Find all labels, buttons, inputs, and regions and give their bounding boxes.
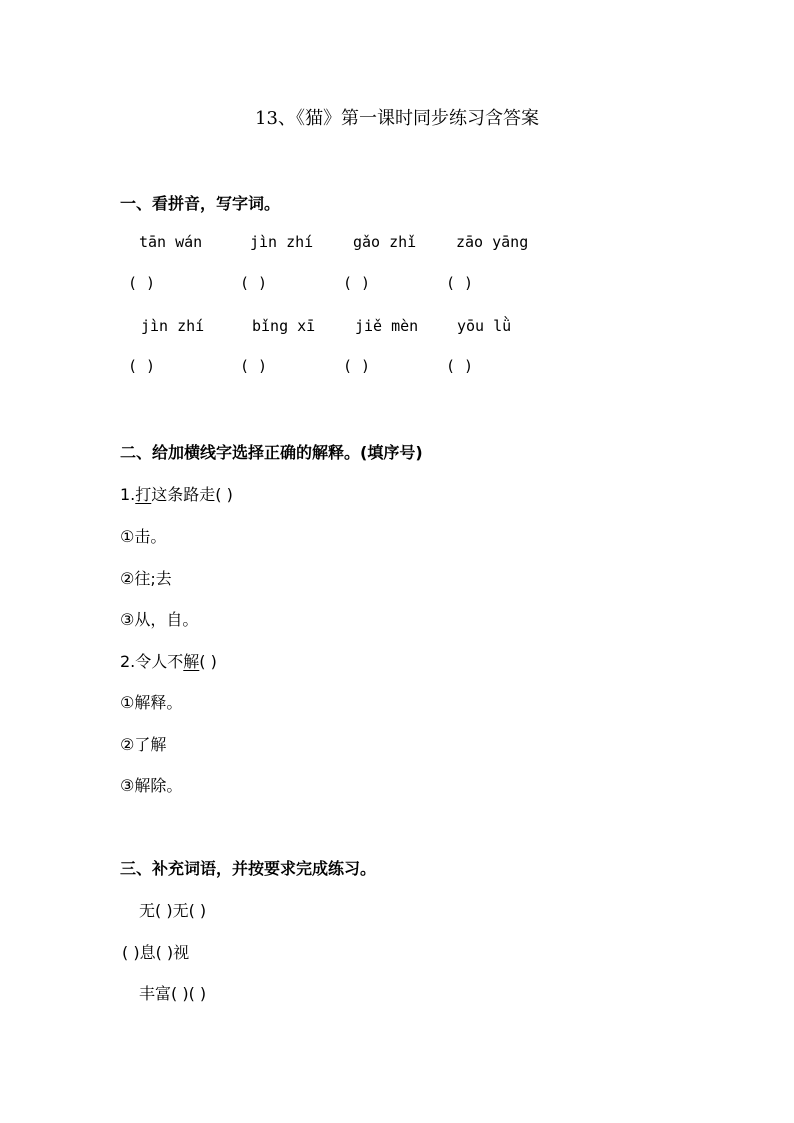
q1-option-3: ③从，自。 (120, 610, 199, 629)
pinyin-2-3: jiě mèn (355, 317, 419, 335)
pinyin-1-3: gǎo zhǐ (353, 233, 417, 251)
q1-rest[interactable]: 这条路走( ) (151, 485, 233, 504)
blank-2-2[interactable]: ( ) (240, 357, 268, 375)
pinyin-1-2: jìn zhí (250, 233, 314, 251)
q2-option-3: ③解除。 (120, 776, 183, 795)
section2-heading: 二、给加横线字选择正确的解释。(填序号) (120, 443, 423, 462)
idiom-1[interactable]: 无( )无( ) (139, 901, 207, 920)
pinyin-2-4: yōu lǜ (457, 317, 512, 335)
question-2 (120, 649, 217, 672)
q2-underlined-char: 解 (183, 652, 200, 671)
blank-2-3[interactable]: ( ) (343, 357, 371, 375)
q2-option-1: ①解释。 (120, 693, 183, 712)
q2-rest[interactable]: ( ) (199, 652, 217, 671)
page-title: 13、《猫》第一课时同步练习含答案 (255, 108, 539, 129)
blank-2-1[interactable]: ( ) (128, 357, 156, 375)
blank-1-2[interactable]: ( ) (240, 274, 268, 292)
pinyin-2-2: bǐng xī (252, 317, 316, 335)
blank-1-1[interactable]: ( ) (128, 274, 156, 292)
pinyin-2-1: jìn zhí (141, 317, 205, 335)
section1-heading: 一、看拼音，写字词。 (120, 194, 281, 213)
blank-1-4[interactable]: ( ) (446, 274, 474, 292)
idiom-3[interactable]: 丰富( )( ) (139, 984, 207, 1003)
blank-1-3[interactable]: ( ) (343, 274, 371, 292)
idiom-2[interactable]: ( )息( )视 (122, 943, 190, 962)
q1-option-2: ②往;去 (120, 569, 172, 588)
pinyin-1-1: tān wán (139, 233, 203, 251)
q2-option-2: ②了解 (120, 735, 167, 754)
q2-prefix: 2.令人不 (120, 652, 184, 671)
blank-2-4[interactable]: ( ) (446, 357, 474, 375)
section3-heading: 三、补充词语，并按要求完成练习。 (120, 859, 377, 878)
q1-prefix: 1. (120, 485, 136, 504)
pinyin-1-4: zāo yāng (456, 233, 529, 251)
question-1 (120, 482, 233, 505)
q1-option-1: ①击。 (120, 527, 167, 546)
q1-underlined-char: 打 (135, 485, 152, 504)
